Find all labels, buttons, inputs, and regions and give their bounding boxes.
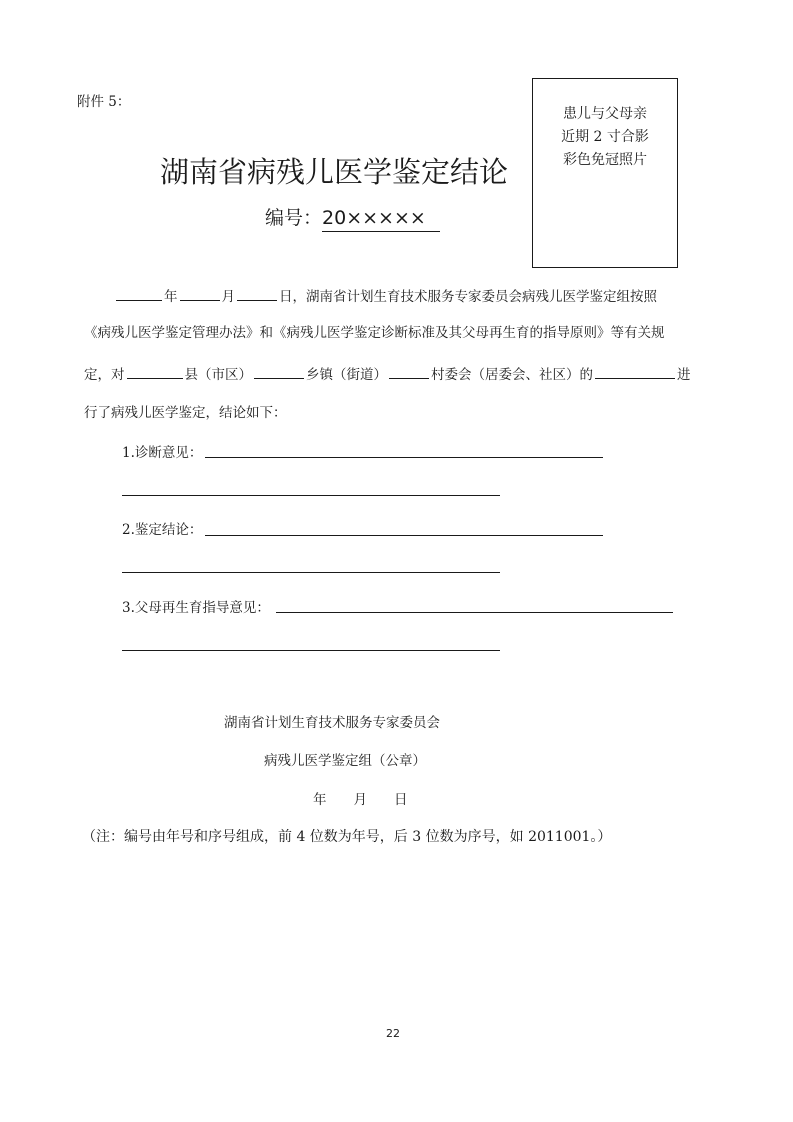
day-label: 日，湖南省计划生育技术服务专家委员会病残儿医学鉴定组按照 (279, 289, 657, 305)
conclusion-line-1[interactable] (205, 535, 603, 536)
page-number: 22 (386, 1027, 400, 1040)
attachment-label: 附件 5： (77, 94, 131, 110)
line3-suffix: 进 (677, 367, 691, 383)
photo-placeholder-text: 患儿与父母亲 近期 2 寸合影 彩色免冠照片 (561, 106, 649, 168)
name-blank[interactable] (595, 364, 675, 379)
county-blank[interactable] (127, 364, 183, 379)
serial-value: 20××××× (322, 205, 440, 232)
diagnosis-line-2[interactable] (122, 495, 500, 496)
village-label: 村委会（居委会、社区）的 (431, 367, 593, 383)
item-conclusion-label: 2.鉴定结论： (122, 522, 203, 538)
year-blank[interactable] (116, 286, 162, 301)
diagnosis-line-1[interactable] (205, 457, 603, 458)
item-guidance-label: 3.父母再生育指导意见： (122, 600, 270, 616)
serial-number (265, 205, 440, 232)
county-label: 县（市区） (184, 367, 252, 383)
photo-placeholder-box (532, 78, 678, 268)
page-title: 湖南省病残儿医学鉴定结论 (160, 155, 509, 189)
body-line-2: 《病残儿医学鉴定管理办法》和《病残儿医学鉴定诊断标准及其父母再生育的指导原则》等有关规 (84, 325, 665, 341)
item-diagnosis-label: 1.诊断意见： (122, 445, 203, 461)
signature-group: 病残儿医学鉴定组（公章） (264, 753, 426, 769)
town-blank[interactable] (254, 364, 304, 379)
conclusion-line-2[interactable] (122, 572, 500, 573)
guidance-line-2[interactable] (122, 650, 500, 651)
signature-org: 湖南省计划生育技术服务专家委员会 (224, 715, 440, 731)
guidance-line-1[interactable] (276, 612, 673, 613)
body-line-1 (114, 286, 657, 307)
year-label: 年 (164, 289, 178, 305)
town-label: 乡镇（街道） (306, 367, 387, 383)
body-line-4: 行了病残儿医学鉴定，结论如下： (84, 405, 287, 421)
footnote: （注：编号由年号和序号组成，前 4 位数为年号，后 3 位数为序号，如 2011001。） (82, 829, 612, 845)
body-line-3 (84, 364, 691, 385)
signature-date: 年 月 日 (313, 792, 408, 808)
serial-label: 编号： (265, 207, 323, 229)
month-blank[interactable] (180, 286, 220, 301)
line3-prefix: 定，对 (84, 367, 125, 383)
village-blank[interactable] (389, 364, 429, 379)
month-label: 月 (221, 289, 235, 305)
day-blank[interactable] (237, 286, 277, 301)
